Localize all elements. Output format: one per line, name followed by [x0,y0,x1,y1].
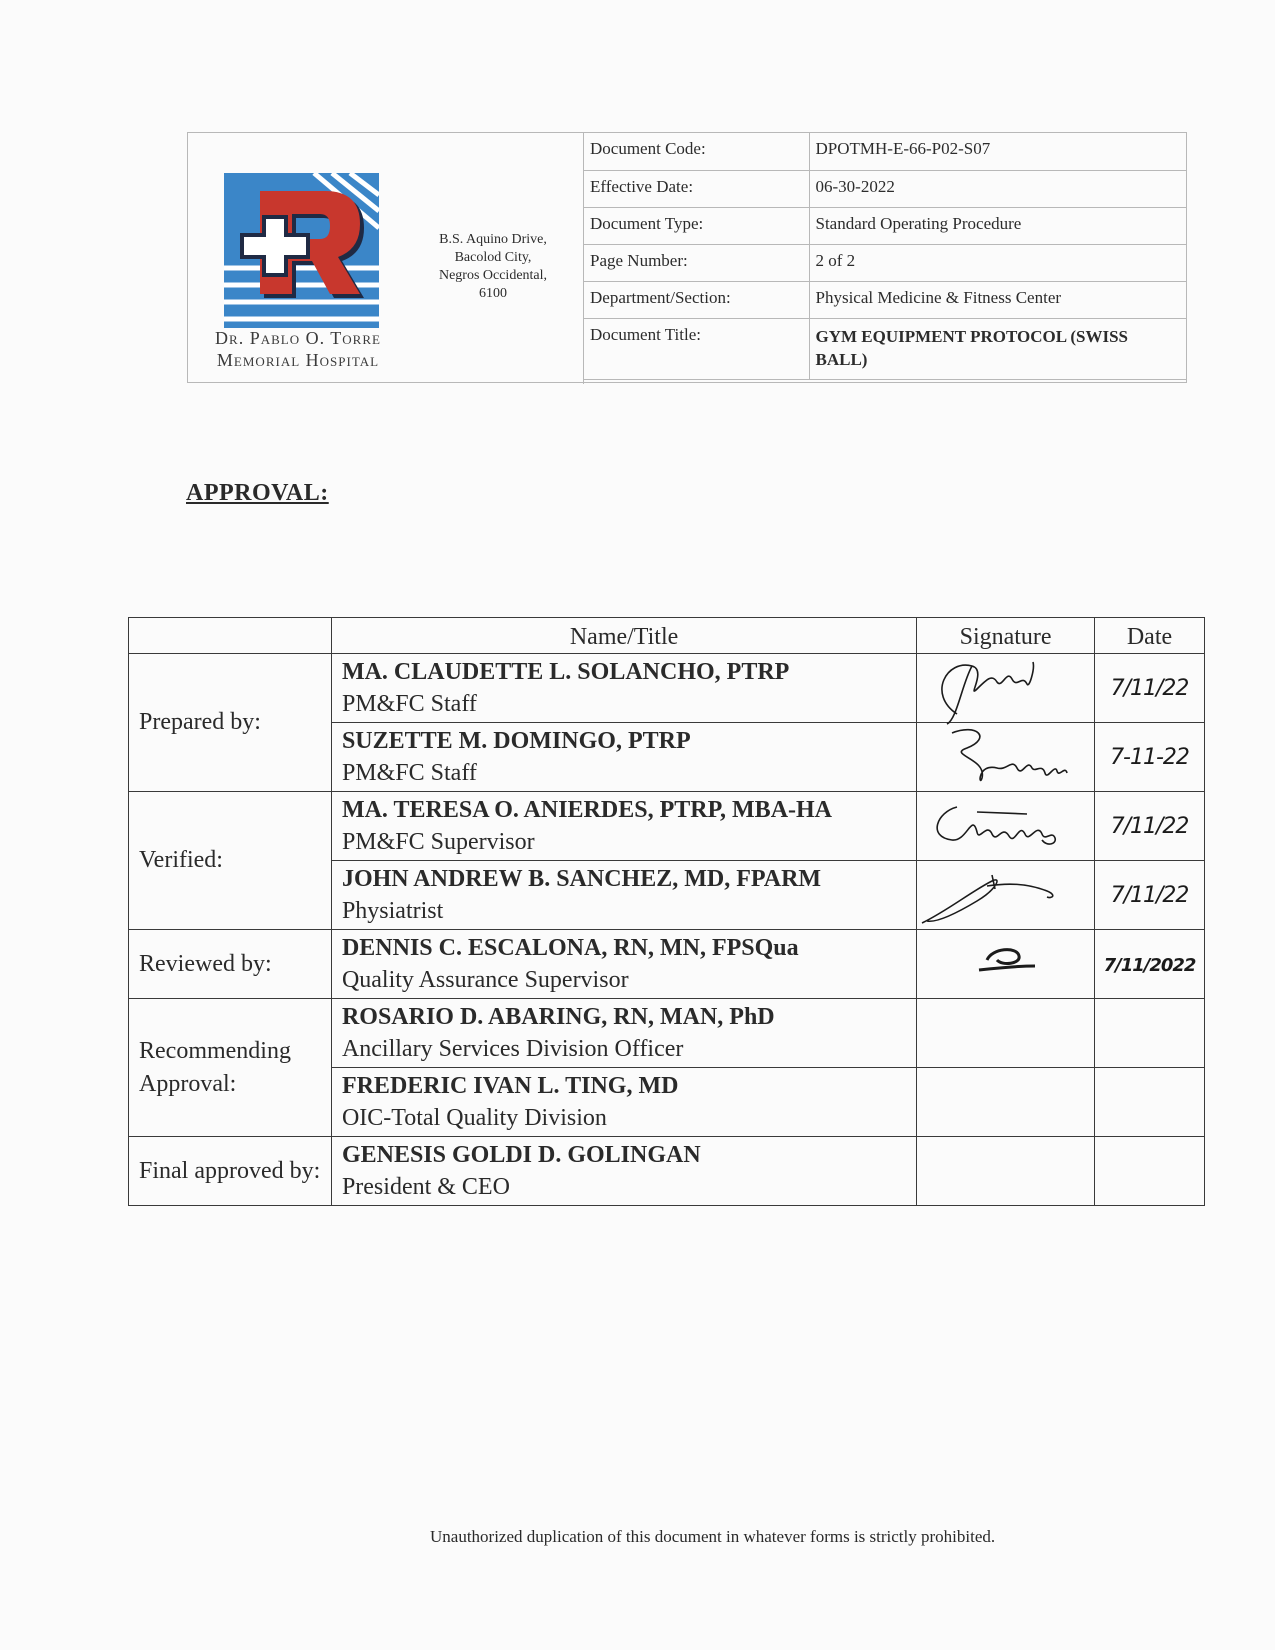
meta-row-document-code [584,133,1187,170]
signature-cell [917,1068,1095,1137]
meta-value: Standard Operating Procedure [809,207,1187,244]
date-value: 7-11-22 [1110,744,1189,770]
date-cell [1095,930,1205,999]
date-cell [1095,1068,1205,1137]
meta-value: 2 of 2 [809,244,1187,281]
signature-cell [917,861,1095,930]
address-line: 6100 [479,286,507,301]
footer-notice: Unauthorized duplication of this document in whatever forms is strictly prohibited. [430,1527,996,1546]
date-value: 7/11/22 [1110,813,1189,839]
date-cell [1095,654,1205,723]
meta-row-effective-date [584,170,1187,207]
role-final: Final approved by: [129,1137,332,1206]
approval-table-header [129,618,1205,654]
person-title: President & CEO [341,1174,510,1200]
meta-key: Effective Date: [584,170,809,207]
person-name: DENNIS C. ESCALONA, RN, MN, FPSQua [341,935,799,961]
meta-key: Document Title: [584,318,809,379]
meta-value: Physical Medicine & Fitness Center [809,281,1187,318]
signature-cell [917,792,1095,861]
hospital-name-line2: Memorial Hospital [216,350,380,370]
person-cell [331,861,916,930]
meta-key: Document Type: [584,207,809,244]
date-value: 7/11/22 [1110,882,1189,908]
person-title: Physiatrist [341,898,444,924]
meta-row-department [584,281,1187,318]
meta-value: 06-30-2022 [809,170,1187,207]
hospital-logo-icon [224,173,379,328]
hospital-address [413,231,573,303]
signature-mark [917,723,1095,792]
person-title: Ancillary Services Division Officer [341,1036,684,1062]
person-cell [331,930,916,999]
role-reviewed: Reviewed by: [129,930,332,999]
person-title: PM&FC Supervisor [341,829,535,855]
person-name: MA. TERESA O. ANIERDES, PTRP, MBA-HA [341,797,833,823]
person-name: SUZETTE M. DOMINGO, PTRP [341,728,691,754]
date-cell [1095,999,1205,1068]
document-header [187,132,1187,383]
person-cell [331,792,916,861]
meta-row-document-type [584,207,1187,244]
address-line: Negros Occidental, [438,268,548,283]
person-cell [331,723,916,792]
person-title: PM&FC Staff [341,760,477,786]
role-prepared: Prepared by: [129,654,332,792]
signature-cell [917,999,1095,1068]
person-name: ROSARIO D. ABARING, RN, MAN, PhD [341,1004,775,1030]
signature-cell [917,1137,1095,1206]
approval-row [129,654,1205,723]
person-cell [331,654,916,723]
person-name: MA. CLAUDETTE L. SOLANCHO, PTRP [341,659,790,685]
approval-row [129,792,1205,861]
meta-key: Department/Section: [584,281,809,318]
address-line: B.S. Aquino Drive, [439,232,547,247]
hospital-name-line1: Dr. Pablo O. Torre [215,328,381,348]
date-cell [1095,1137,1205,1206]
date-cell [1095,723,1205,792]
signature-mark [917,654,1095,723]
role-verified: Verified: [129,792,332,930]
meta-row-document-title [584,318,1187,379]
person-cell [331,1068,916,1137]
hospital-name [193,327,403,371]
date-value: 7/11/2022 [1103,954,1196,976]
person-name: GENESIS GOLDI D. GOLINGAN [341,1142,701,1168]
signature-cell [917,723,1095,792]
meta-key: Document Code: [584,133,809,170]
header-date: Date [1095,618,1205,654]
date-cell [1095,861,1205,930]
approval-row [129,930,1205,999]
signature-cell [917,930,1095,999]
person-cell [331,999,916,1068]
person-title: Quality Assurance Supervisor [341,967,629,993]
person-title: OIC-Total Quality Division [341,1105,607,1131]
document-meta-table [584,133,1187,380]
signature-mark [917,930,1095,999]
person-cell [331,1137,916,1206]
header-signature: Signature [917,618,1095,654]
person-name: FREDERIC IVAN L. TING, MD [341,1073,679,1099]
approval-row [129,999,1205,1068]
approval-table [128,617,1205,1206]
meta-row-page-number [584,244,1187,281]
signature-mark [917,792,1095,861]
header-name-title: Name/Title [331,618,916,654]
person-title: PM&FC Staff [341,691,477,717]
address-line: Bacolod City, [454,250,532,265]
approval-row [129,1137,1205,1206]
date-value: 7/11/22 [1110,675,1189,701]
header-empty [129,618,332,654]
role-recommending: Recommending Approval: [129,999,332,1137]
meta-value: GYM EQUIPMENT PROTOCOL (SWISS BALL) [809,318,1187,379]
approval-heading: APPROVAL: [186,480,329,506]
signature-mark [917,861,1095,930]
date-cell [1095,792,1205,861]
logo-cell [188,133,584,384]
signature-cell [917,654,1095,723]
meta-value: DPOTMH-E-66-P02-S07 [809,133,1187,170]
person-name: JOHN ANDREW B. SANCHEZ, MD, FPARM [341,866,822,892]
meta-key: Page Number: [584,244,809,281]
